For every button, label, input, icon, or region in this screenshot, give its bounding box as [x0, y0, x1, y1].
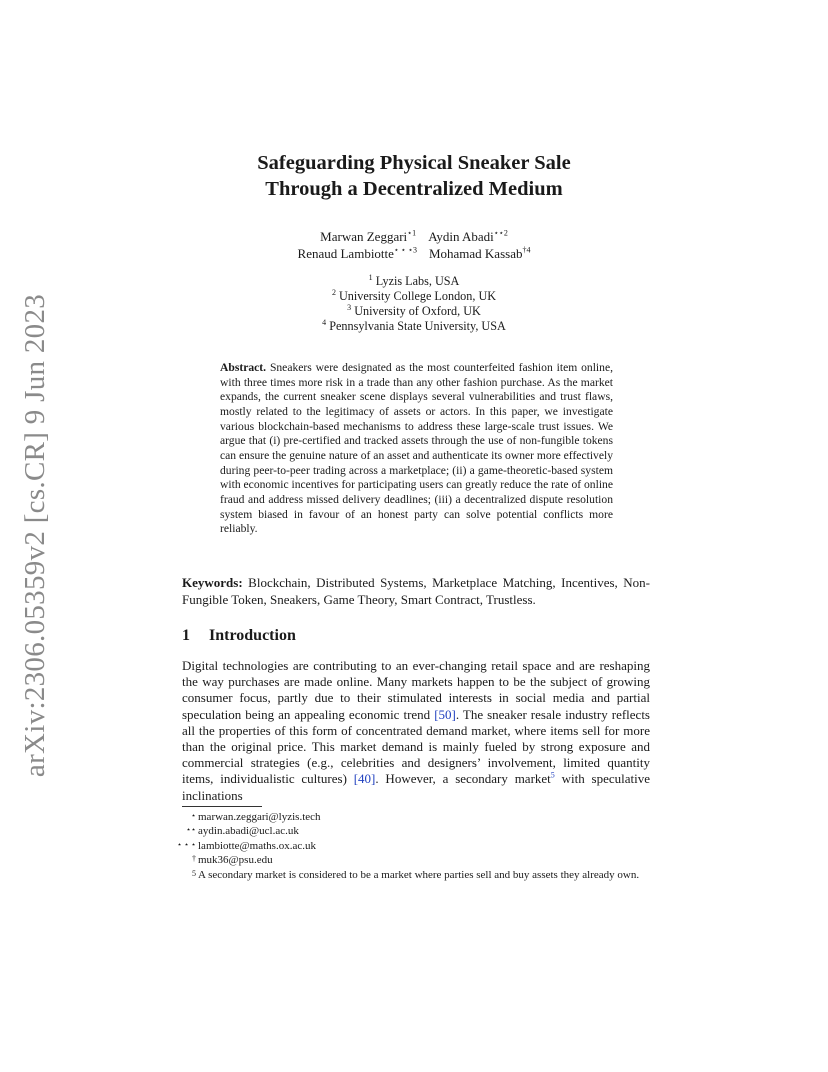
paper-title-line-2: Through a Decentralized Medium	[265, 178, 563, 200]
author-row-2	[0, 245, 828, 262]
footnote-mark: ⋆	[190, 811, 196, 820]
affiliation: $^3$ University of Oxford, UK	[347, 302, 481, 318]
author: Mohamad Kassab$^{\dagger 4}$	[428, 245, 531, 261]
author-mark: ⋆1	[407, 228, 417, 238]
affiliation: $^1$ Lyzis Labs, USA	[368, 272, 460, 288]
keywords-label: Keywords:	[182, 575, 243, 590]
footnote-mark: 5	[192, 868, 196, 878]
abstract	[220, 361, 613, 537]
author-mark: ⋆⋆2	[493, 228, 508, 238]
affiliation-list	[0, 274, 828, 334]
arxiv-identifier-text: arXiv:2306.05359v2 [cs.CR] 9 Jun 2023	[19, 293, 52, 777]
footnote-text: aydin.abadi@ucl.ac.uk	[198, 825, 299, 838]
section-title: Introduction	[209, 627, 296, 644]
footnote-mark: ⋆ ⋆ ⋆	[176, 839, 196, 849]
section-number: 1	[182, 627, 190, 644]
footnote	[160, 853, 652, 867]
abstract-label: Abstract.	[220, 361, 267, 374]
author-row-1	[0, 228, 828, 245]
footnote-text: A secondary market is considered to be a market where parties sell and buy assets they already own.	[198, 868, 640, 881]
footnote-divider	[182, 806, 262, 807]
author-mark: ⋆ ⋆ ⋆3	[393, 245, 417, 255]
author-mark: †4	[522, 245, 531, 255]
footnote-list	[160, 810, 652, 882]
footnote-mark: ⋆⋆	[185, 825, 196, 835]
footnote-text: marwan.zeggari@lyzis.tech	[198, 811, 321, 823]
footnote-text: lambiotte@maths.ox.ac.uk	[198, 839, 316, 852]
author: Renaud Lambiotte$^{⋆ ⋆ ⋆3}$	[297, 245, 417, 261]
affiliation: $^4$ Pennsylvania State University, USA	[322, 317, 506, 333]
abstract-text: Sneakers were designated as the most counterfeited fashion item online, with three times more risk in a trade than any other fashion purchase. As the market expands, the current sneaker scene displays several vulnerabilities and trust flaws, mostly related to the legitimacy of assets or actors. In this paper, we investigate various blockchain-based mechanisms to address these large-scale trust issues. We argue that (i) pre-certified and tracked assets through the use of non-fungible tokens can ensure the genuine nature of an asset and authenticate its owner more effectively during peer-to-peer trading across a marketplace; (ii) a game-theoretic-based system with economic incentives for participating users can greatly reduce the rate of online fraud and address missed delivery deadlines; (iii) a decentralized dispute resolution system biased in favour of an honest party can solve potential conflicts more reliably.	[220, 361, 613, 536]
keywords	[182, 575, 650, 608]
footnote	[160, 839, 652, 853]
citation-link[interactable]: [40]	[353, 771, 376, 787]
section-heading	[182, 627, 296, 645]
footnote	[160, 824, 652, 838]
paper-title	[0, 150, 828, 202]
arxiv-identifier-stamp	[14, 293, 58, 777]
footnote	[160, 810, 652, 824]
footnote	[160, 868, 652, 882]
introduction-paragraph: Digital technologies are contributing to an ever-changing retail space and are reshaping the way purchases are made online. Many markets happen to be the subject of growing consumer focus, partly due to their stimulated interests in social media and partial speculation being an appealing economic trend [50]. The sneaker resale industry reflects all the properties of this form of concentrated demand market, where items sell for more than the original price. This market demand is mainly fueled by strong exposure and commercial strategies (e.g., celebrities and designers’ involvement, limited quantity items, individualistic cultures) [40]. However, a secondary market$^5$ with speculative inclinations	[182, 658, 650, 803]
author-list	[0, 228, 828, 262]
author: Marwan Zeggari$^{⋆1}$	[320, 228, 417, 244]
footnote-mark: †	[192, 854, 196, 864]
author: Aydin Abadi$^{⋆⋆2}$	[428, 228, 508, 244]
paper-title-line-1: Safeguarding Physical Sneaker Sale	[257, 152, 571, 174]
keywords-text: Blockchain, Distributed Systems, Marketplace Matching, Incentives, Non-Fungible Token, Sneakers, Game Theory, Smart Contract, Trustless.	[182, 575, 650, 607]
footnote-text: muk36@psu.edu	[198, 854, 273, 867]
citation-link[interactable]: [50]	[434, 706, 456, 722]
footnote-reference[interactable]: 5	[550, 771, 555, 781]
affiliation: $^2$ University College London, UK	[331, 287, 497, 303]
